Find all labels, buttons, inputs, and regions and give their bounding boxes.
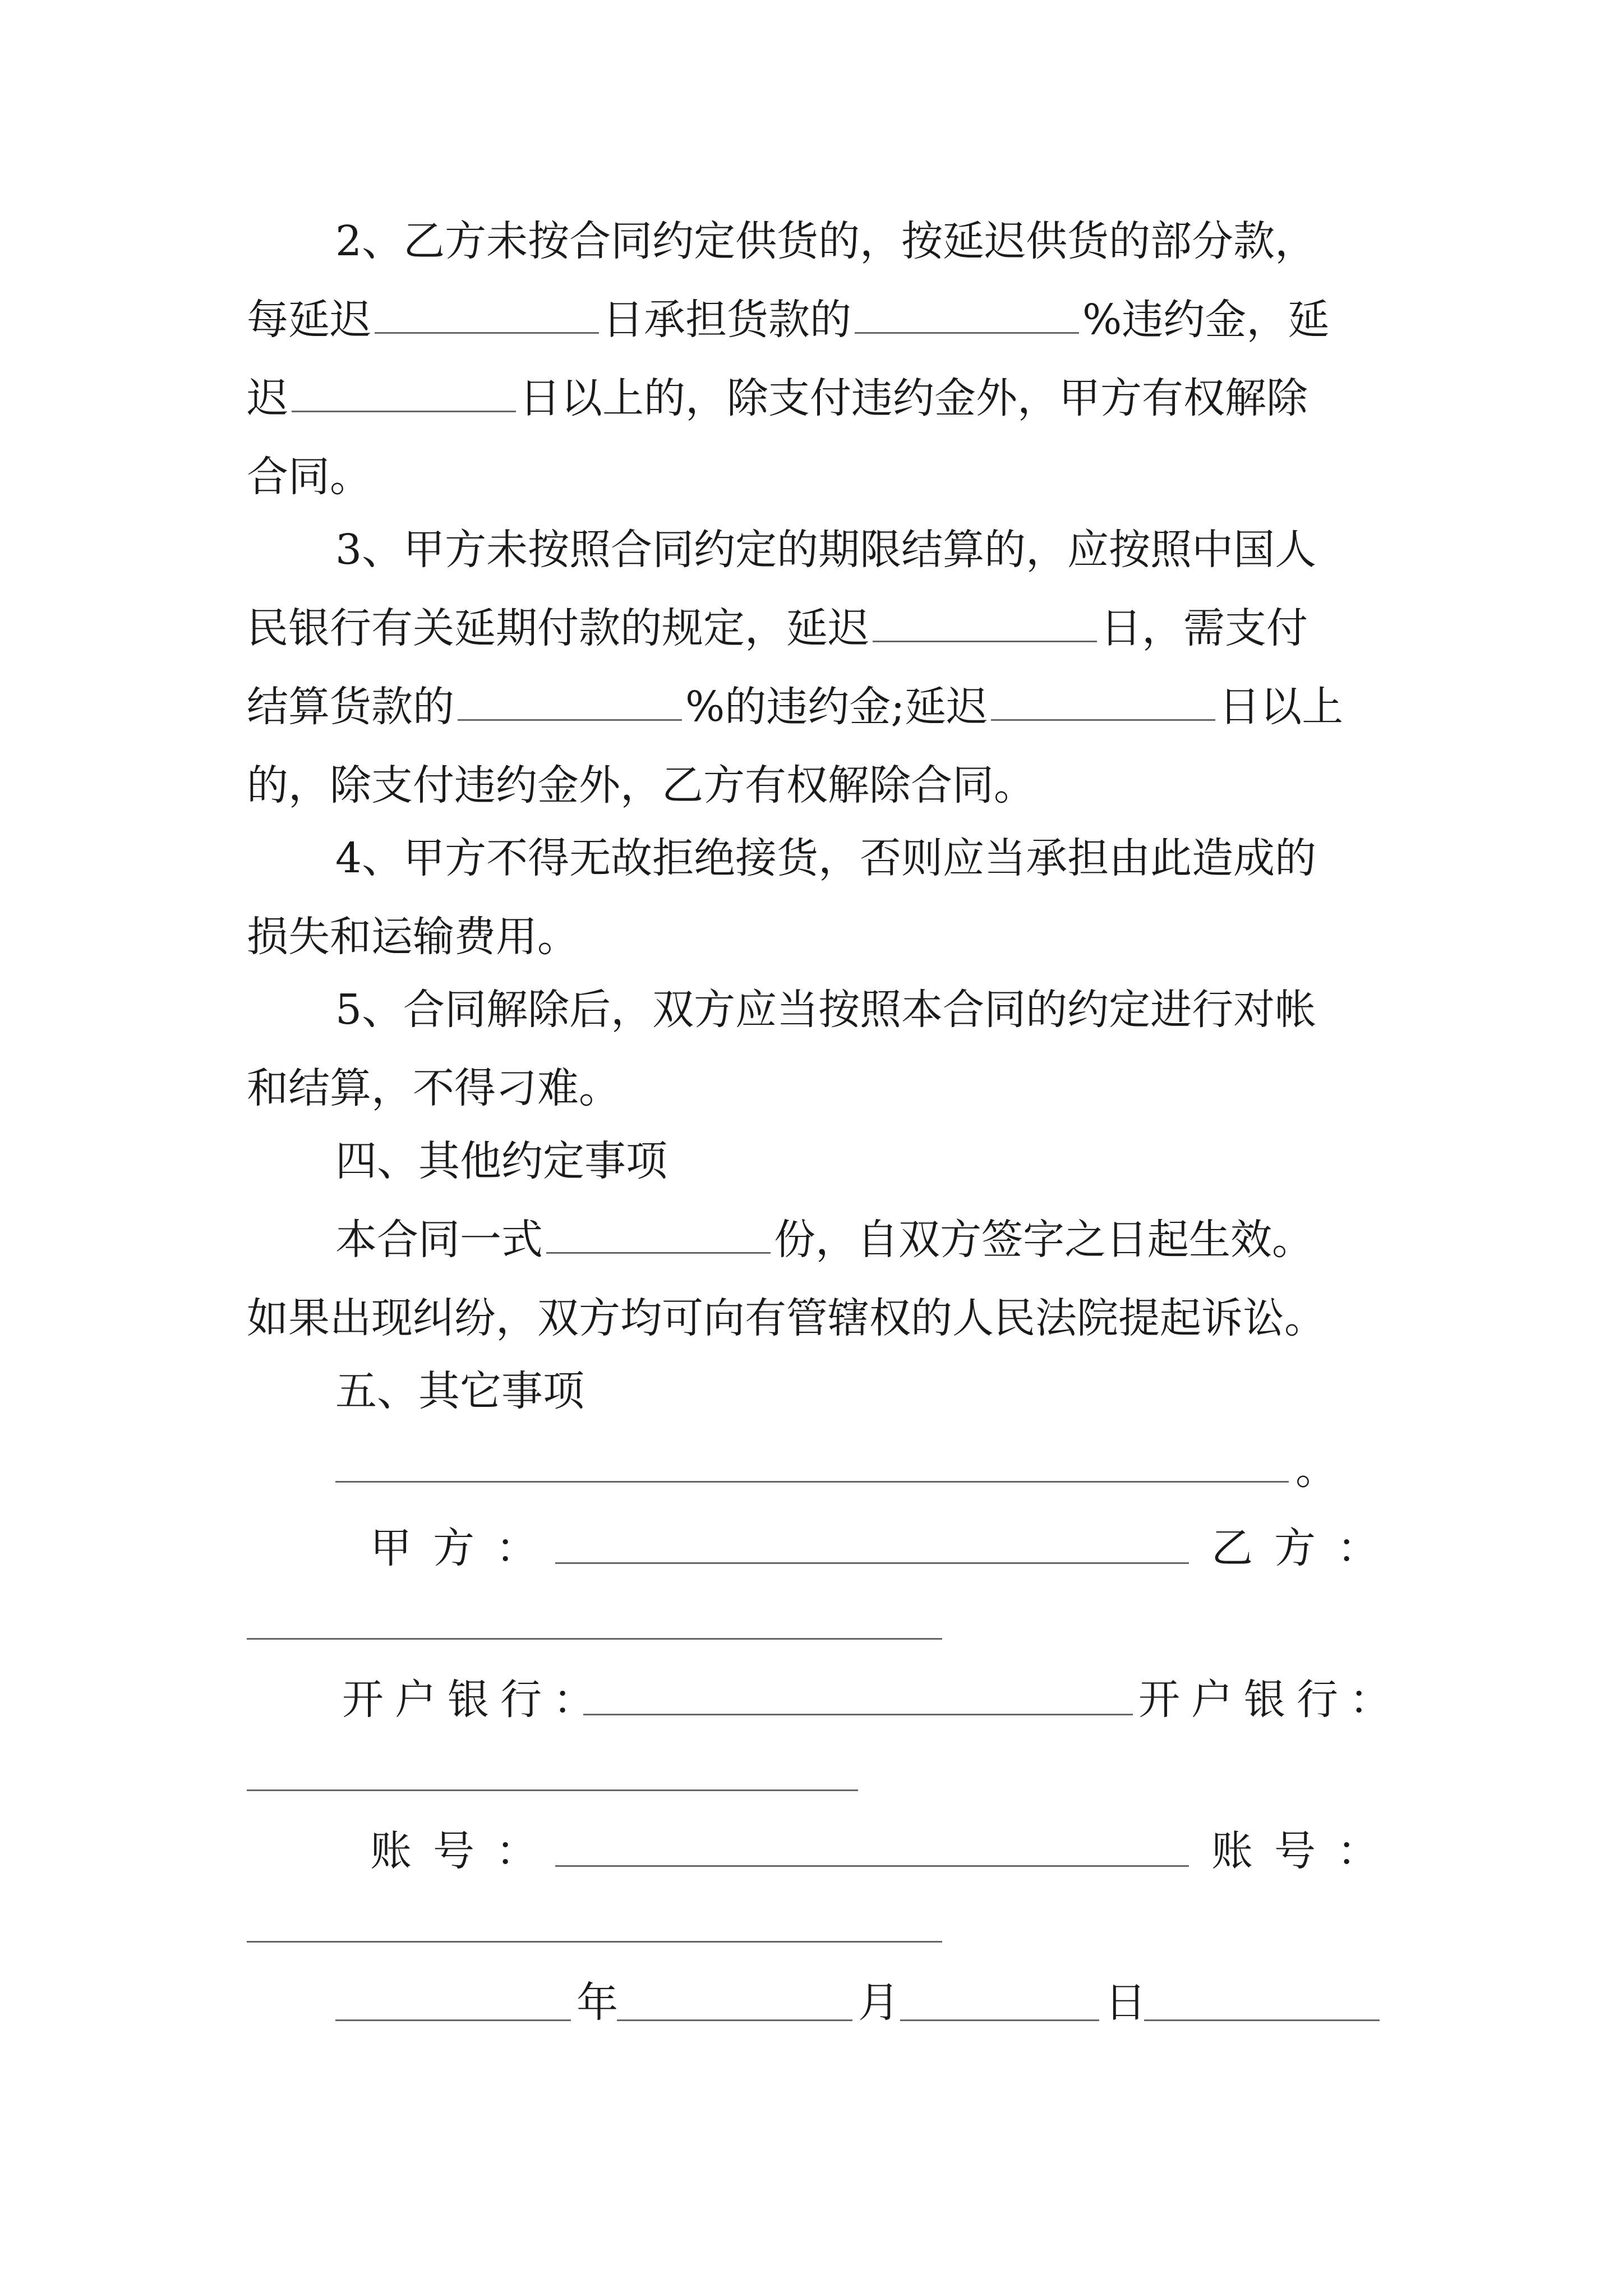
section-4-line-1 xyxy=(335,1212,1313,1268)
bank-a-label: 开户银行： xyxy=(342,1676,606,1724)
account-b-blank[interactable] xyxy=(247,1941,942,1943)
other-matters-end-mark: 。 xyxy=(1295,1446,1337,1494)
bank-b-blank[interactable] xyxy=(247,1789,858,1791)
section-4-text: 本合同一式 xyxy=(335,1216,543,1264)
party-b-label: 乙方： xyxy=(1211,1524,1400,1572)
section-4-text: 份，自双方签字之日起生效。 xyxy=(774,1216,1313,1264)
clause-3-text: %的违约金;延迟 xyxy=(685,683,988,731)
clause-3-text: 日，需支付 xyxy=(1100,604,1308,652)
clause-3-line-3 xyxy=(247,679,1343,735)
copies-count-blank[interactable] xyxy=(546,1213,771,1254)
day-label: 日 xyxy=(1105,1978,1146,2027)
clause-4-line-2: 损失和运输费用。 xyxy=(247,913,579,961)
account-a-blank[interactable] xyxy=(555,1865,1189,1867)
year-blank[interactable] xyxy=(335,2019,571,2021)
clause-3-line-2 xyxy=(247,600,1308,656)
other-matters-blank[interactable] xyxy=(335,1481,1289,1483)
party-a-label: 甲方： xyxy=(370,1524,559,1572)
clause-2-text: 每延迟 xyxy=(247,296,371,344)
month-label: 月 xyxy=(858,1978,900,2027)
payment-delay-days-blank[interactable] xyxy=(873,601,1097,642)
clause-2-line-3 xyxy=(247,370,1308,426)
clause-5-line-2: 和结算，不得刁难。 xyxy=(247,1064,620,1112)
clause-2-line-4: 合同。 xyxy=(247,453,371,501)
clause-5-line-1: 5、合同解除后，双方应当按照本合同的约定进行对帐 xyxy=(335,986,1317,1034)
clause-3-text: 民银行有关延期付款的规定，延迟 xyxy=(247,604,869,652)
party-b-blank[interactable] xyxy=(247,1638,942,1640)
section-5-heading: 五、其它事项 xyxy=(335,1367,584,1415)
clause-3-text: 日以上 xyxy=(1219,683,1344,731)
clause-2-text: %违约金，延 xyxy=(1082,296,1330,344)
clause-3-line-1: 3、甲方未按照合同约定的期限结算的，应按照中国人 xyxy=(335,526,1317,574)
delay-days-blank[interactable] xyxy=(375,293,599,334)
account-a-label: 账号： xyxy=(370,1827,559,1875)
payment-max-delay-blank[interactable] xyxy=(991,680,1215,721)
account-b-label: 账号： xyxy=(1211,1827,1400,1875)
clause-3-line-4: 的，除支付违约金外，乙方有权解除合同。 xyxy=(247,761,1035,809)
payment-penalty-percent-blank[interactable] xyxy=(458,680,682,721)
clause-2-text: 日承担货款的 xyxy=(602,296,851,344)
penalty-percent-blank[interactable] xyxy=(855,293,1079,334)
clause-2-text: 日以上的，除支付违约金外，甲方有权解除 xyxy=(519,374,1308,422)
clause-2-line-1: 2、乙方未按合同约定供货的，按延迟供货的部分款， xyxy=(335,217,1317,265)
clause-2-text: 迟 xyxy=(247,374,288,422)
bank-b-label: 开户银行： xyxy=(1138,1676,1402,1724)
month-blank[interactable] xyxy=(617,2019,852,2021)
clause-2-line-2 xyxy=(247,292,1329,348)
section-4-heading: 四、其他约定事项 xyxy=(335,1137,667,1185)
max-delay-days-blank[interactable] xyxy=(292,371,516,412)
party-a-blank[interactable] xyxy=(555,1562,1189,1564)
day-blank[interactable] xyxy=(900,2019,1099,2021)
section-4-line-2: 如果出现纠纷，双方均可向有管辖权的人民法院提起诉讼。 xyxy=(247,1294,1326,1342)
year-label: 年 xyxy=(577,1978,618,2027)
clause-3-text: 结算货款的 xyxy=(247,683,454,731)
bank-a-blank[interactable] xyxy=(583,1714,1133,1715)
clause-4-line-1: 4、甲方不得无故拒绝接货，否则应当承担由此造成的 xyxy=(335,834,1317,882)
date-trailing-blank[interactable] xyxy=(1144,2019,1380,2021)
